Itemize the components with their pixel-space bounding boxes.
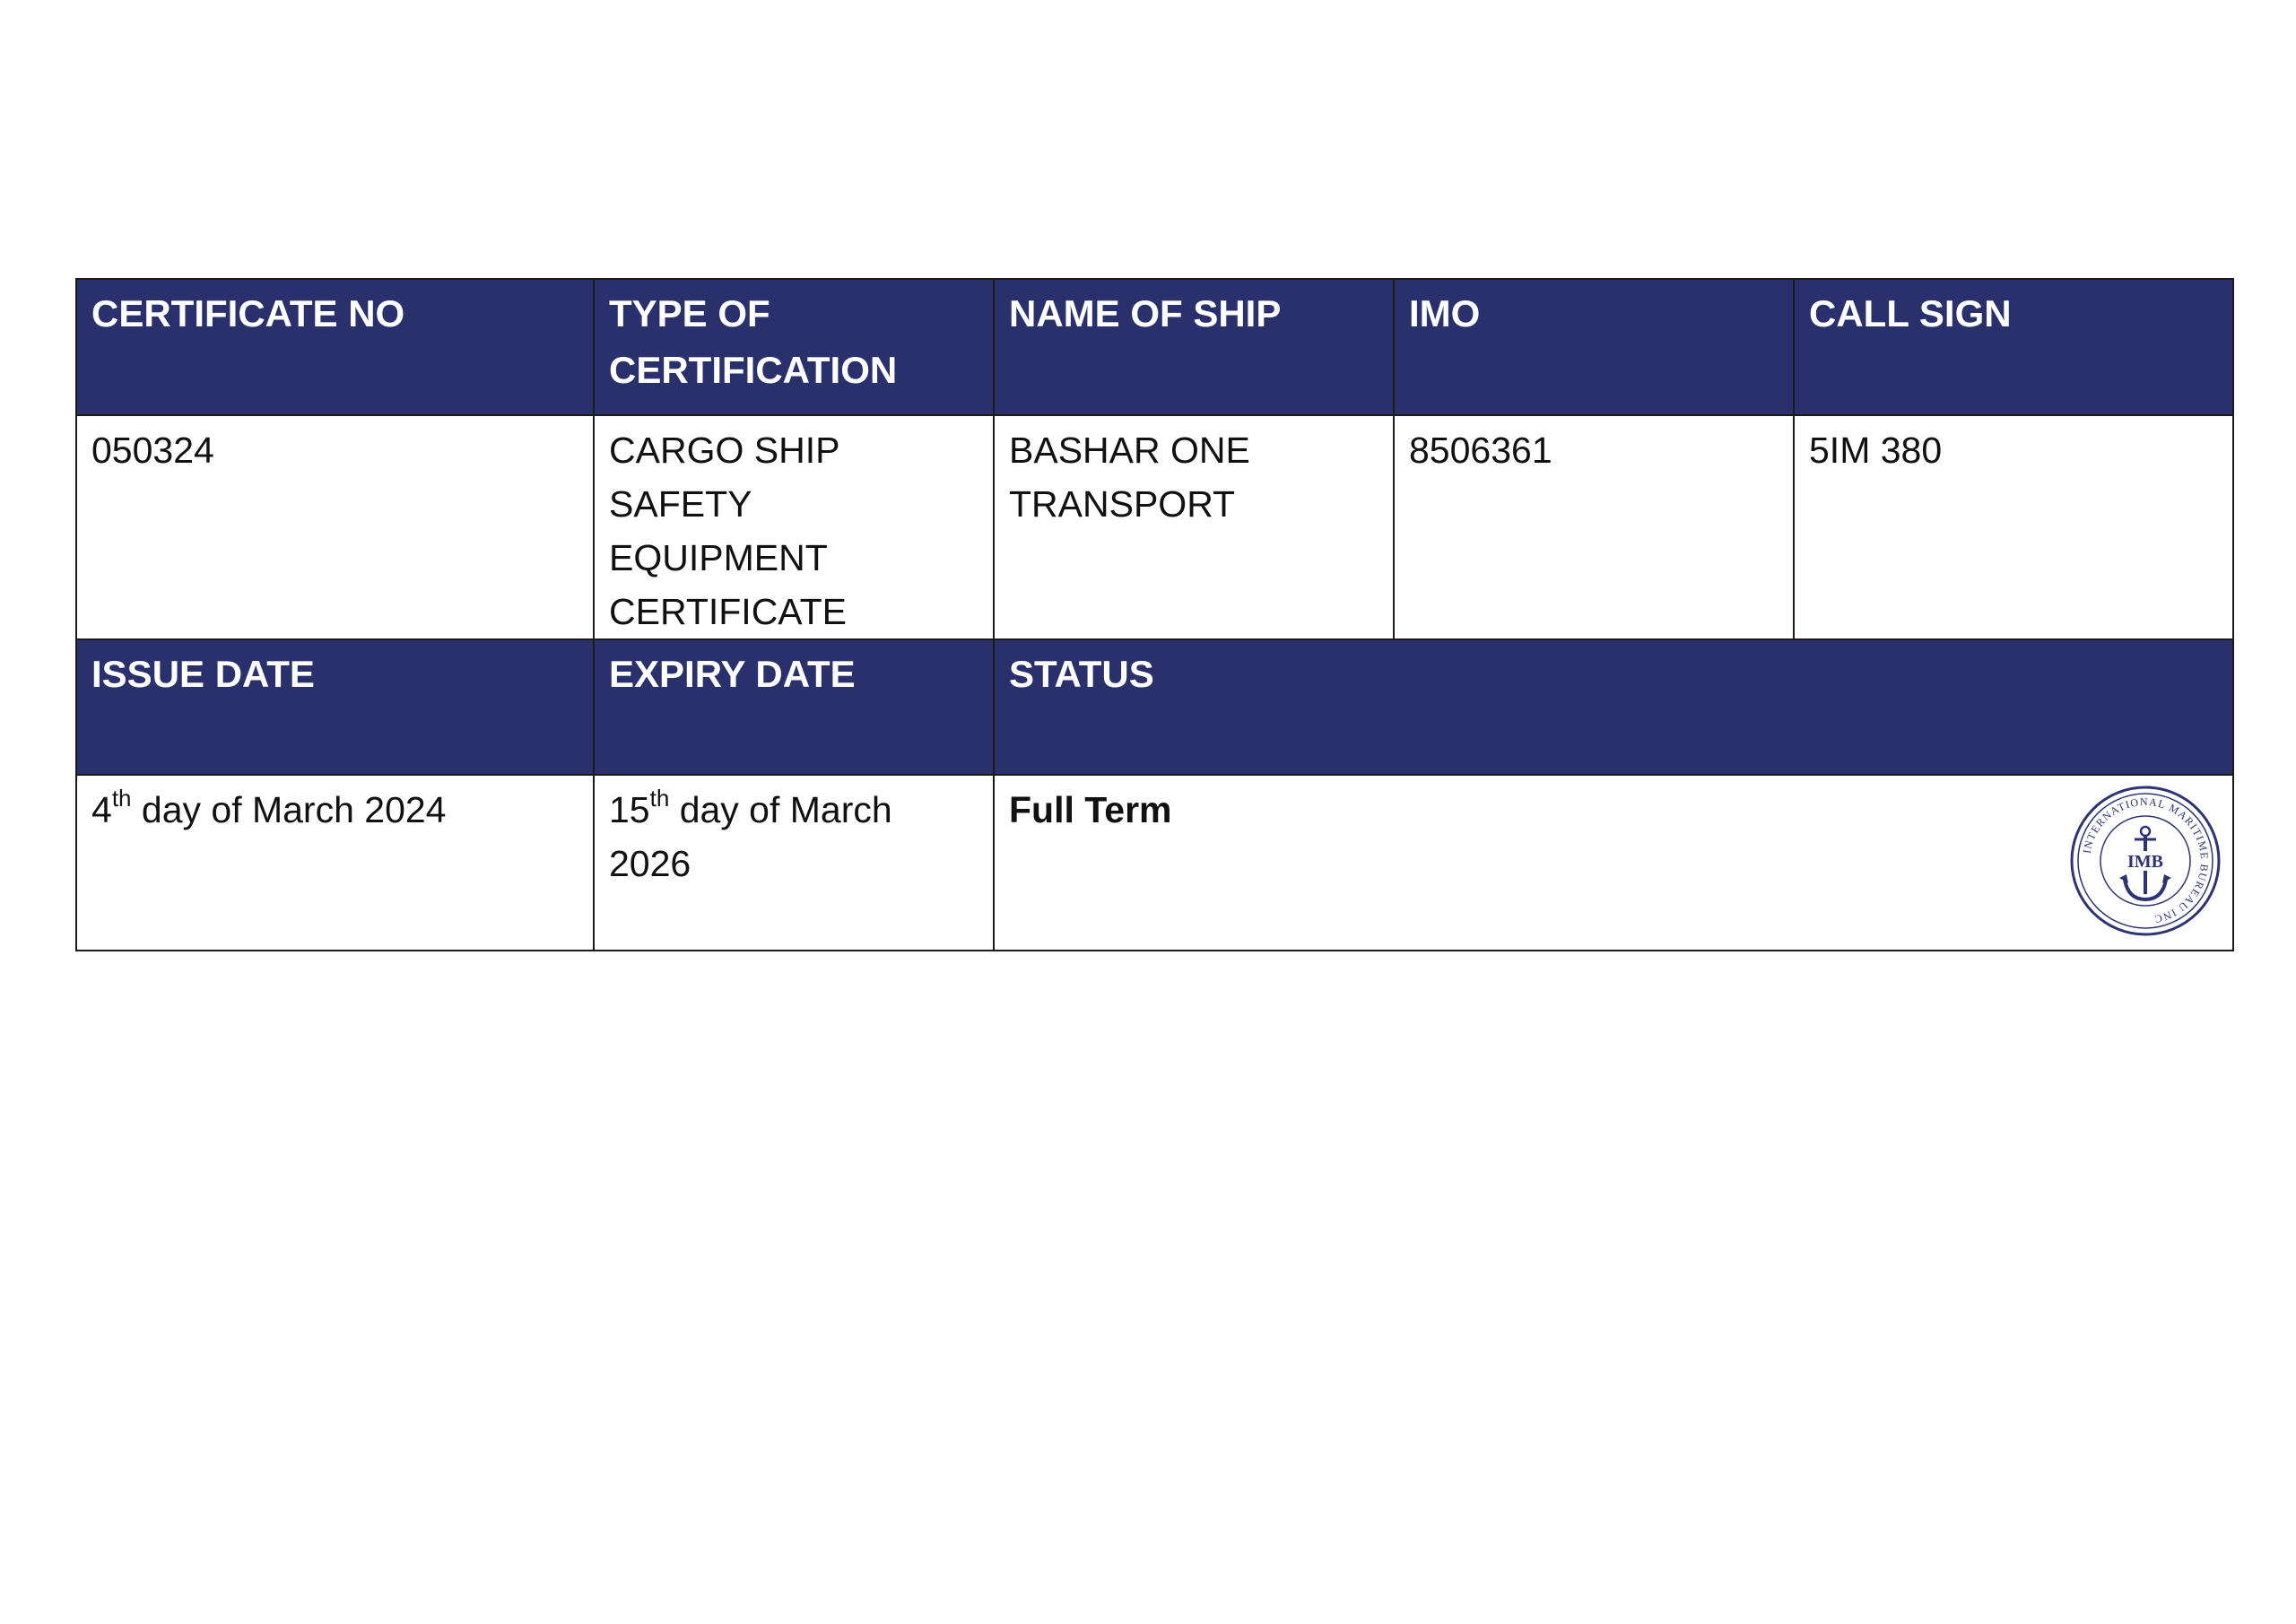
expiry-date-header: EXPIRY DATE (594, 639, 994, 775)
header-row-2 (76, 639, 2233, 775)
type-of-certification-header: TYPE OF CERTIFICATION (594, 279, 994, 415)
imo-header: IMO (1394, 279, 1794, 415)
certificate-no-header: CERTIFICATE NO (76, 279, 594, 415)
header-row-1 (76, 279, 2233, 415)
call-sign-value: 5IM 380 (1794, 415, 2233, 639)
expiry-date-value (594, 775, 994, 951)
value-row-2 (76, 775, 2233, 951)
type-of-certification-value: CARGO SHIP SAFETY EQUIPMENT CERTIFICATE (594, 415, 994, 639)
status-value-cell (994, 775, 2233, 951)
seal-center-text: IMB (2127, 852, 2163, 872)
imo-value: 8506361 (1394, 415, 1794, 639)
name-of-ship-header: NAME OF SHIP (994, 279, 1394, 415)
expiry-day-suffix: th (649, 784, 670, 812)
expiry-month-year: day of March 2026 (609, 789, 892, 884)
status-value: Full Term (1009, 789, 1172, 830)
call-sign-header: CALL SIGN (1794, 279, 2233, 415)
value-row-1 (76, 415, 2233, 639)
imb-seal-icon (2069, 785, 2222, 937)
certificate-no-value: 050324 (76, 415, 594, 639)
issue-date-value (76, 775, 594, 951)
issue-date-header: ISSUE DATE (76, 639, 594, 775)
seal-ring-text: INTERNATIONAL MARITIME BUREAU INC (2080, 795, 2212, 926)
expiry-day: 15 (609, 789, 650, 830)
certificate-table (75, 278, 2234, 951)
status-header: STATUS (994, 639, 2233, 775)
issue-day: 4 (91, 789, 112, 830)
issue-month-year: day of March 2024 (131, 789, 447, 830)
name-of-ship-value: BASHAR ONE TRANSPORT (994, 415, 1394, 639)
issue-day-suffix: th (111, 784, 132, 812)
